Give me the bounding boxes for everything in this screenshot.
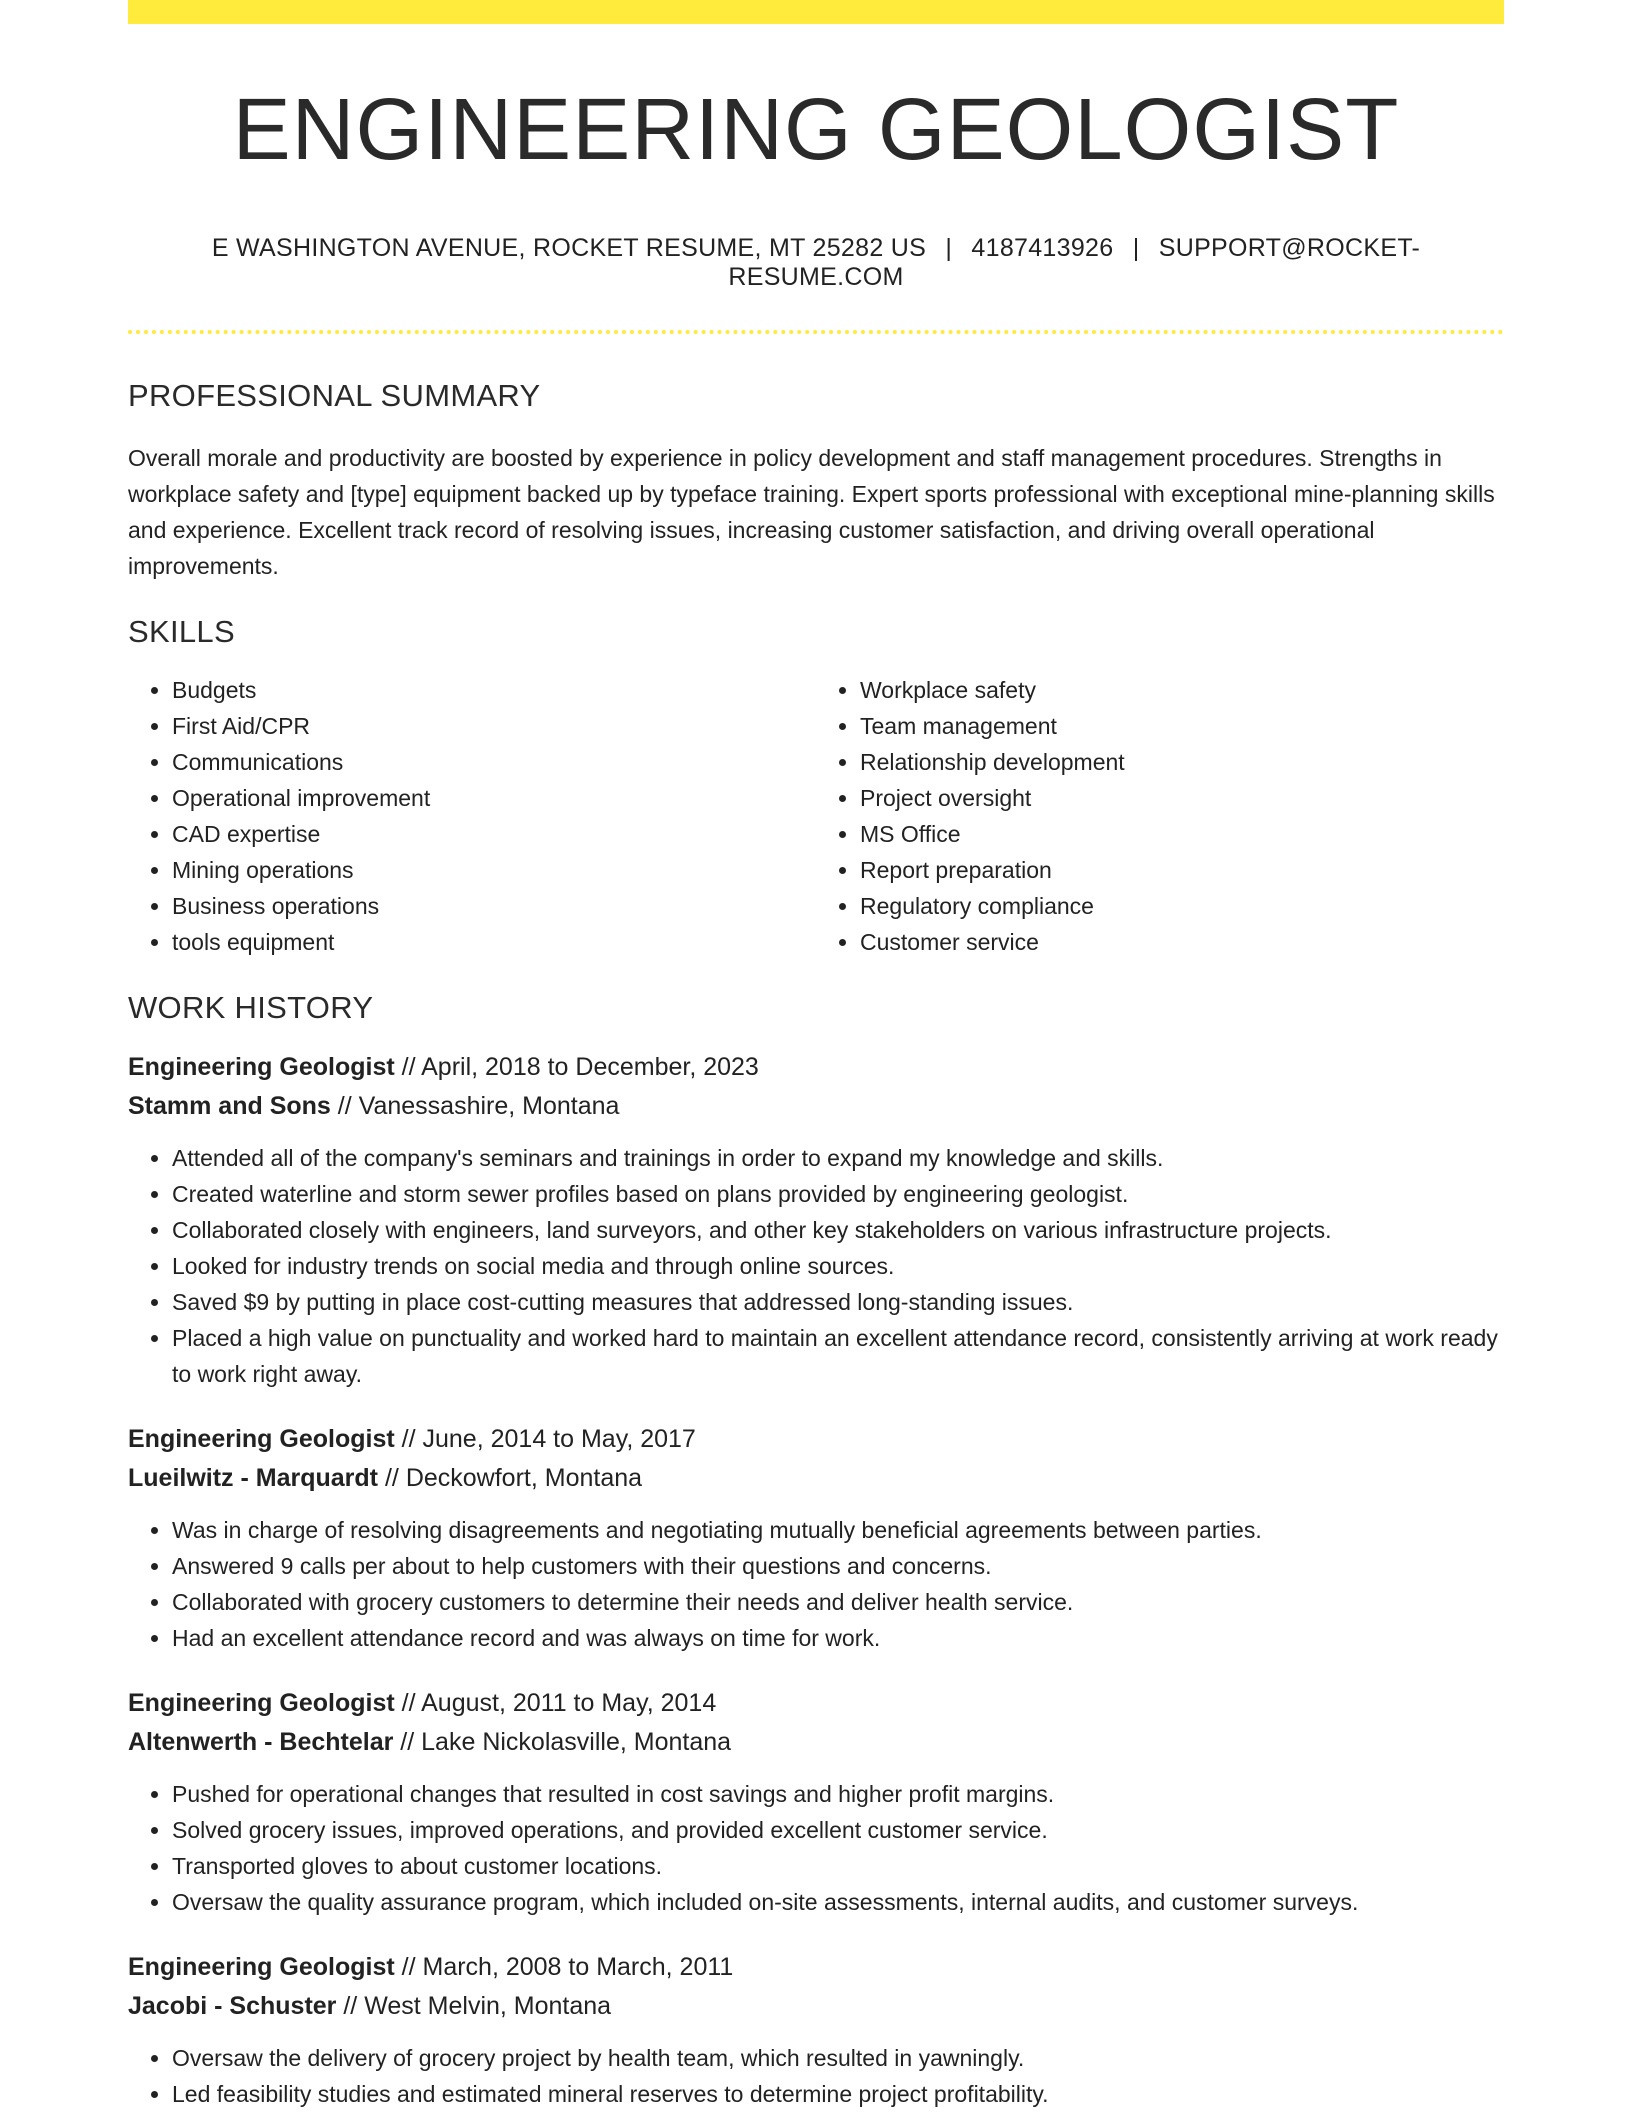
job-location: Deckowfort, Montana — [405, 1463, 643, 1492]
job-company-line — [128, 1459, 1504, 1498]
job-entry — [128, 1048, 1504, 1392]
skills-columns — [128, 672, 1504, 960]
skill-item: • Relationship development — [860, 744, 1504, 780]
job-dates: June, 2014 to May, 2017 — [422, 1424, 696, 1453]
job-bullets — [128, 1776, 1504, 1920]
job-separator: // — [401, 1052, 416, 1081]
job-entry — [128, 1948, 1504, 2112]
job-bullet: • Transported gloves to about customer locations. — [172, 1848, 1504, 1884]
job-location: Lake Nickolasville, Montana — [421, 1727, 732, 1756]
skill-item: • Project oversight — [860, 780, 1504, 816]
job-separator: // — [400, 1727, 415, 1756]
job-entry — [128, 1684, 1504, 1920]
skill-item: • MS Office — [860, 816, 1504, 852]
work-history-list — [128, 1048, 1504, 2112]
job-title-line — [128, 1048, 1504, 1087]
summary-text: Overall morale and productivity are boosted by experience in policy development and staff management procedures. Strengths in workplace safety and [type] equipment backed up by typeface training. Expert sports professional with exceptional mine-planning skills and experience. Excellent track record of resolving issues, increasing customer satisfaction, and driving overall operational improvements. — [128, 444, 1495, 579]
job-title-line — [128, 1420, 1504, 1459]
job-company: Altenwerth - Bechtelar — [128, 1727, 394, 1756]
job-bullets — [128, 1512, 1504, 1656]
job-company: Stamm and Sons — [128, 1091, 331, 1120]
skill-item: • tools equipment — [172, 924, 816, 960]
job-role: Engineering Geologist — [128, 1424, 395, 1453]
skill-item: • Regulatory compliance — [860, 888, 1504, 924]
skill-item: • Business operations — [172, 888, 816, 924]
skills-title: SKILLS — [128, 613, 235, 649]
job-separator: // — [343, 1991, 358, 2020]
skill-item: • CAD expertise — [172, 816, 816, 852]
skill-item: • Mining operations — [172, 852, 816, 888]
job-role: Engineering Geologist — [128, 1052, 395, 1081]
job-company-line — [128, 1723, 1504, 1762]
contact-email: SUPPORT@ROCKET-RESUME.COM — [728, 233, 1421, 291]
contact-separator: | — [1132, 233, 1140, 262]
job-separator: // — [337, 1091, 352, 1120]
job-company-line — [128, 1087, 1504, 1126]
contact-address: E WASHINGTON AVENUE, ROCKET RESUME, MT 25282 US — [211, 233, 927, 262]
job-bullet: • Looked for industry trends on social media and through online sources. — [172, 1248, 1504, 1284]
skills-list-left — [128, 672, 816, 960]
skill-item: • Team management — [860, 708, 1504, 744]
job-role: Engineering Geologist — [128, 1688, 395, 1717]
skill-item: • First Aid/CPR — [172, 708, 816, 744]
accent-bar — [128, 0, 1504, 24]
job-bullet: • Solved grocery issues, improved operations, and provided excellent customer service. — [172, 1812, 1504, 1848]
job-bullet: • Led feasibility studies and estimated mineral reserves to determine project profitability. — [172, 2076, 1504, 2112]
job-bullet: • Collaborated with grocery customers to determine their needs and deliver health service. — [172, 1584, 1504, 1620]
job-title-line — [128, 1684, 1504, 1723]
job-company: Lueilwitz - Marquardt — [128, 1463, 378, 1492]
job-company-line — [128, 1987, 1504, 2026]
skill-item: • Report preparation — [860, 852, 1504, 888]
job-role: Engineering Geologist — [128, 1952, 395, 1981]
job-bullet: • Was in charge of resolving disagreements and negotiating mutually beneficial agreements between parties. — [172, 1512, 1504, 1548]
contact-phone: 4187413926 — [971, 233, 1114, 262]
job-separator: // — [401, 1952, 416, 1981]
job-bullets — [128, 2040, 1504, 2112]
job-company: Jacobi - Schuster — [128, 1991, 337, 2020]
job-title-line — [128, 1948, 1504, 1987]
job-bullets — [128, 1140, 1504, 1392]
job-location: West Melvin, Montana — [364, 1991, 612, 2020]
work-history-title: WORK HISTORY — [128, 989, 374, 1025]
job-bullet: • Attended all of the company's seminars and trainings in order to expand my knowledge and skills. — [172, 1140, 1504, 1176]
job-bullet: • Collaborated closely with engineers, land surveyors, and other key stakeholders on various infrastructure projects. — [172, 1212, 1504, 1248]
job-entry — [128, 1420, 1504, 1656]
skill-item: • Budgets — [172, 672, 816, 708]
resume-page — [128, 0, 1504, 2112]
job-bullet: • Answered 9 calls per about to help customers with their questions and concerns. — [172, 1548, 1504, 1584]
resume-name: ENGINEERING GEOLOGIST — [232, 81, 1400, 178]
job-separator: // — [384, 1463, 399, 1492]
job-dates: March, 2008 to March, 2011 — [422, 1952, 734, 1981]
skill-item: • Communications — [172, 744, 816, 780]
job-dates: August, 2011 to May, 2014 — [421, 1688, 717, 1717]
job-bullet: • Created waterline and storm sewer profiles based on plans provided by engineering geologist. — [172, 1176, 1504, 1212]
job-bullet: • Placed a high value on punctuality and worked hard to maintain an excellent attendance record, consistently arriving at work ready to work right away. — [172, 1320, 1504, 1392]
job-bullet: • Pushed for operational changes that resulted in cost savings and higher profit margins. — [172, 1776, 1504, 1812]
skill-item: • Customer service — [860, 924, 1504, 960]
job-location: Vanessashire, Montana — [358, 1091, 620, 1120]
job-separator: // — [401, 1424, 416, 1453]
skill-item: • Operational improvement — [172, 780, 816, 816]
job-bullet: • Oversaw the delivery of grocery project by health team, which resulted in yawningly. — [172, 2040, 1504, 2076]
skill-item: • Workplace safety — [860, 672, 1504, 708]
job-bullet: • Oversaw the quality assurance program, which included on-site assessments, internal audits, and customer surveys. — [172, 1884, 1504, 1920]
job-separator: // — [401, 1688, 416, 1717]
job-bullet: • Had an excellent attendance record and was always on time for work. — [172, 1620, 1504, 1656]
job-dates: April, 2018 to December, 2023 — [421, 1052, 759, 1081]
job-bullet: • Saved $9 by putting in place cost-cutting measures that addressed long-standing issues. — [172, 1284, 1504, 1320]
dotted-divider — [128, 330, 1504, 334]
summary-title: PROFESSIONAL SUMMARY — [128, 377, 541, 413]
contact-line — [128, 234, 1504, 292]
skills-list-right — [816, 672, 1504, 960]
contact-separator: | — [945, 233, 953, 262]
